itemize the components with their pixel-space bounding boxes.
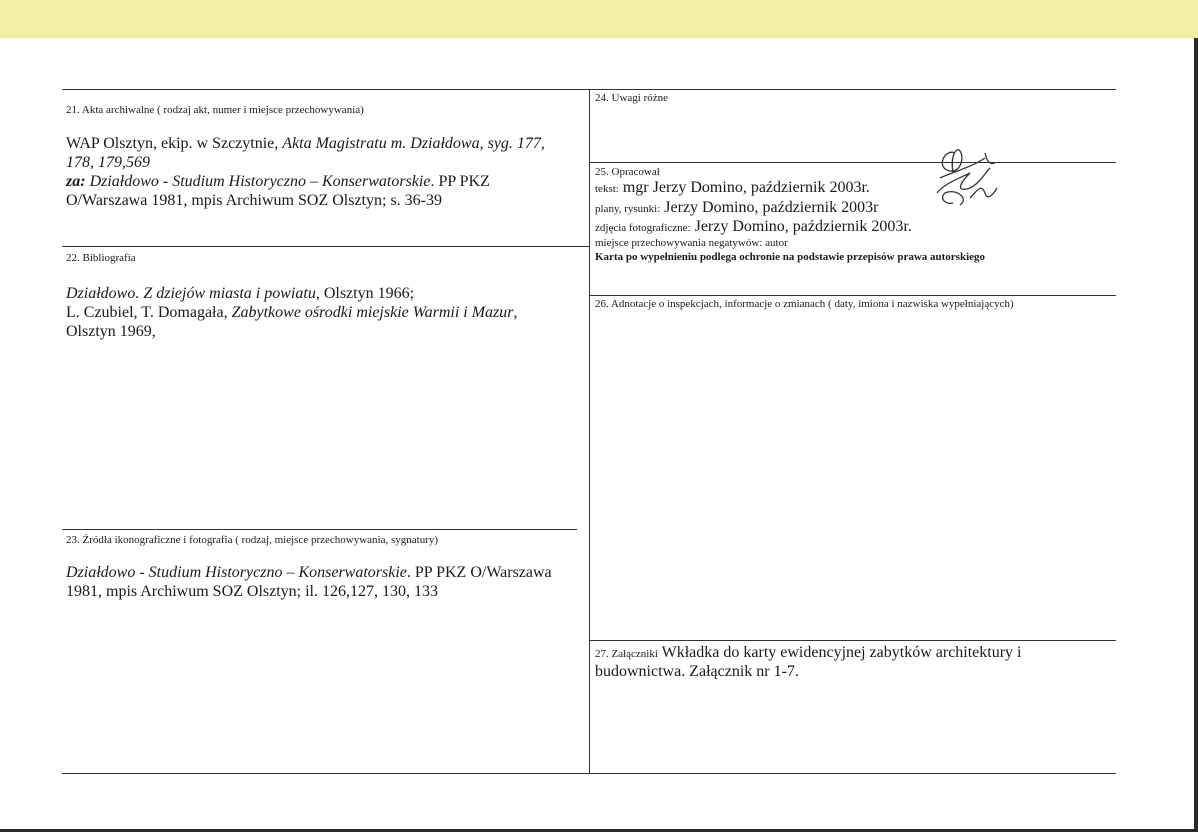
rule-26	[589, 295, 1116, 296]
section-21-line3	[66, 172, 490, 192]
bibliography-line3: Olsztyn 1969,	[66, 323, 156, 340]
bottom-rule	[62, 773, 1116, 774]
scan-top-band	[0, 0, 1198, 38]
section-24-label: 24. Uwagi różne	[595, 92, 669, 104]
section-21-label: 21. Akta archiwalne ( rodzaj akt, numer i miejsce przechowywania)	[66, 104, 364, 116]
bibliography-place-1: , Olsztyn 1966;	[315, 285, 415, 302]
attachments-line2: budownictwa. Załącznik nr 1-7.	[595, 663, 799, 680]
section-21-line4: O/Warszawa 1981, mpis Archiwum SOZ Olsztyn; s. 36-39	[66, 192, 442, 209]
archive-source: WAP Olsztyn, ekip. w Szczytnie,	[66, 135, 283, 152]
scan-right-edge	[1194, 38, 1198, 832]
attachments-text: Wkładka do karty ewidencyjnej zabytków architektury i	[657, 644, 1022, 661]
attachments-line1	[595, 643, 1022, 664]
bibliography-title-2: Zabytkowe ośrodki miejskie Warmii i Mazur	[231, 304, 514, 321]
author-plans-row	[595, 198, 878, 219]
iconography-title: Działdowo - Studium Historyczno – Konserwatorskie	[66, 564, 407, 581]
tekst-label: tekst:	[595, 183, 619, 195]
za-prefix: za:	[66, 173, 90, 190]
section-27-label: 27. Załączniki	[595, 648, 658, 660]
plany-label: plany, rysunki:	[595, 203, 661, 215]
bibliography-title-1: Działdowo. Z dziejów miasta i powiatu	[66, 285, 316, 302]
tekst-value: mgr Jerzy Domino, październik 2003r.	[618, 179, 870, 196]
negatives-location: miejsce przechowywania negatywów: autor	[595, 237, 788, 249]
section-22-label: 22. Bibliografia	[66, 252, 136, 264]
iconography-line1	[66, 563, 552, 583]
section-21-line1	[66, 134, 545, 154]
bibliography-line2	[66, 303, 518, 323]
section-26-label: 26. Adnotacje o inspekcjach, informacje o zmianach ( daty, imiona i nazwiska wypełniających)	[595, 298, 1014, 310]
section-25-label: 25. Opracował	[595, 166, 660, 178]
iconography-line2: 1981, mpis Archiwum SOZ Olsztyn; il. 126,127, 130, 133	[66, 583, 438, 600]
bibliography-line1	[66, 284, 414, 304]
author-text-row	[595, 178, 870, 199]
bibliography-comma: ,	[513, 304, 518, 321]
plany-value: Jerzy Domino, październik 2003r	[660, 199, 879, 216]
rule-27	[589, 640, 1116, 641]
rule-23	[62, 529, 577, 530]
center-divider	[589, 89, 590, 773]
author-photos-row	[595, 217, 912, 238]
iconography-publisher: . PP PKZ O/Warszawa	[406, 564, 552, 581]
bibliography-authors-2: L. Czubiel, T. Domagała,	[66, 304, 232, 321]
archive-title: Akta Magistratu m. Działdowa, syg. 177,	[282, 135, 545, 152]
rule-25	[589, 162, 1116, 163]
section-21-line2: 178, 179,569	[66, 154, 150, 171]
rule-22	[62, 246, 589, 247]
section-23-label: 23. Źródła ikonograficzne i fotografia ( rodzaj, miejsce przechowywania, sygnatury)	[66, 534, 439, 546]
study-publisher: . PP PKZ	[430, 173, 490, 190]
zdjecia-value: Jerzy Domino, październik 2003r.	[690, 218, 912, 235]
handwritten-signature	[915, 143, 1015, 223]
zdjecia-label: zdjęcia fotograficzne:	[595, 222, 691, 234]
study-title: Działdowo - Studium Historyczno – Konserwatorskie	[89, 173, 431, 190]
copyright-note: Karta po wypełnieniu podlega ochronie na podstawie przepisów prawa autorskiego	[595, 251, 986, 263]
